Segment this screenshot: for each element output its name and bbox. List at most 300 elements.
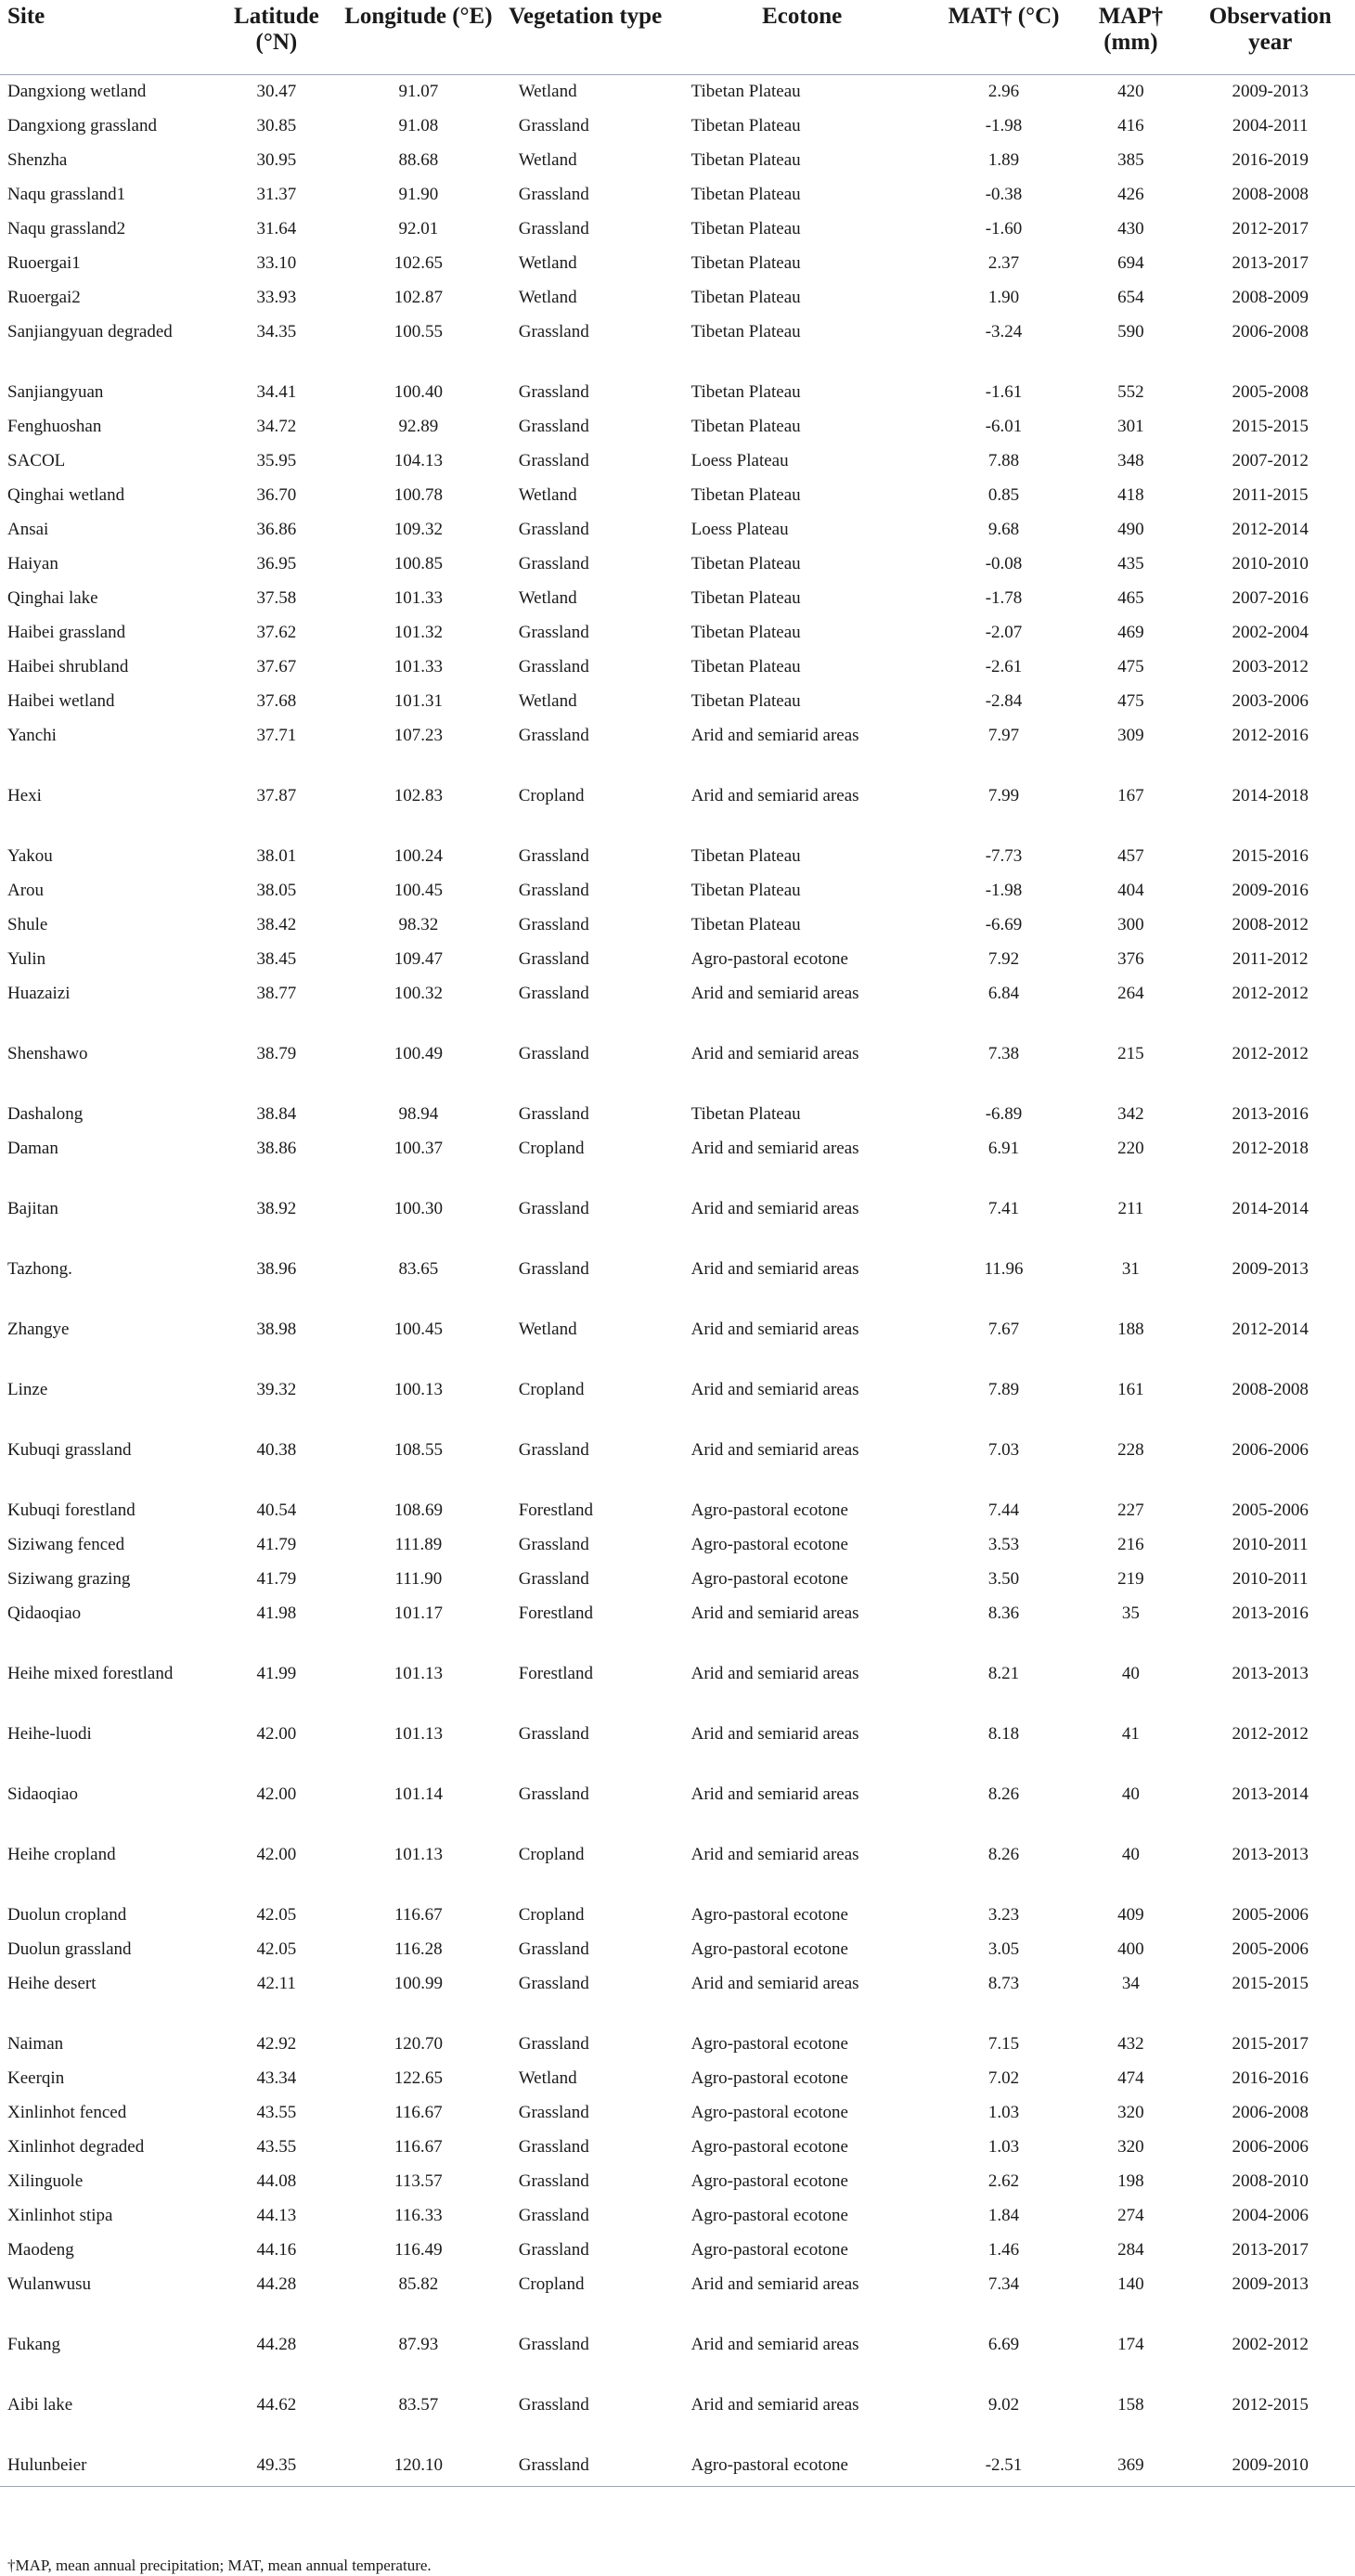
cell-latitude: 42.00 <box>256 1845 297 1864</box>
cell-vegetation-type: Grassland <box>518 2240 589 2260</box>
cell-ecotone: Agro-pastoral ecotone <box>690 2034 848 2054</box>
cell-observation-year: 2008-2009 <box>1232 288 1309 307</box>
cell-site: Tazhong. <box>7 1259 72 1279</box>
table-row <box>0 719 1355 779</box>
cell-map: 40 <box>1121 1784 1140 1804</box>
table-row <box>0 178 1355 213</box>
cell-mat: 2.96 <box>987 82 1020 101</box>
cell-vegetation-type: Grassland <box>518 915 589 934</box>
cell-latitude: 35.95 <box>256 451 297 470</box>
cell-observation-year: 2011-2015 <box>1232 485 1309 505</box>
table-row <box>0 1597 1355 1657</box>
cell-mat: 6.69 <box>987 2335 1020 2354</box>
cell-ecotone: Agro-pastoral ecotone <box>673 2449 932 2487</box>
cell-longitude: 100.40 <box>394 382 443 402</box>
cell-observation-year: 2013-2017 <box>1232 2240 1309 2260</box>
cell-latitude: 38.01 <box>256 846 297 866</box>
cell-map: 426 <box>1117 185 1144 204</box>
cell-site: Xinlinhot degraded <box>7 2137 145 2157</box>
cell-longitude: 83.57 <box>398 2395 439 2415</box>
cell-mat: 1.90 <box>987 288 1020 307</box>
cell-mat: 7.03 <box>987 1440 1020 1460</box>
cell-site: Maodeng <box>7 2240 74 2260</box>
cell-mat: 7.97 <box>987 726 1020 745</box>
table-row <box>0 513 1355 547</box>
cell-vegetation-type: Wetland <box>518 288 577 307</box>
cell-latitude: 42.92 <box>256 2034 297 2054</box>
cell-mat: 9.02 <box>987 2395 1020 2415</box>
cell-map: 158 <box>1117 2395 1144 2415</box>
table-row <box>0 2268 1355 2328</box>
cell-map: 475 <box>1117 691 1144 711</box>
cell-observation-year: 2009-2016 <box>1232 881 1309 900</box>
table-row <box>0 2062 1355 2096</box>
cell-site: Bajitan <box>7 1199 58 1218</box>
cell-site: Kubuqi forestland <box>7 1501 136 1520</box>
table-row <box>0 2449 1355 2487</box>
cell-ecotone: Loess Plateau <box>690 451 789 470</box>
cell-latitude: 44.62 <box>256 2395 297 2415</box>
table-row <box>0 1132 1355 1192</box>
cell-latitude: 40.54 <box>256 1501 297 1520</box>
cell-mat: -0.08 <box>985 554 1023 573</box>
cell-ecotone: Arid and semiarid areas <box>690 1604 859 1623</box>
cell-observation-year: 2006-2006 <box>1232 2137 1309 2157</box>
cell-longitude: 91.07 <box>398 82 439 101</box>
cell-vegetation-type: Grassland <box>518 219 589 238</box>
cell-mat: -2.61 <box>985 657 1023 676</box>
cell-observation-year: 2006-2008 <box>1232 322 1309 341</box>
table-row <box>0 840 1355 874</box>
table-row <box>0 144 1355 178</box>
table-row <box>0 616 1355 650</box>
cell-site: Heihe-luodi <box>7 1724 92 1744</box>
cell-mat: 3.05 <box>987 1939 1020 1959</box>
cell-map: 220 <box>1117 1139 1144 1158</box>
cell-mat: -2.51 <box>932 2449 1077 2487</box>
cell-site: Qinghai wetland <box>7 485 125 505</box>
cell-latitude: 41.79 <box>256 1569 297 1589</box>
table-row <box>0 2028 1355 2062</box>
cell-observation-year: 2012-2016 <box>1232 726 1309 745</box>
cell-ecotone: Tibetan Plateau <box>690 116 801 135</box>
cell-site: Fukang <box>7 2335 60 2354</box>
cell-ecotone: Tibetan Plateau <box>690 150 801 170</box>
cell-ecotone: Tibetan Plateau <box>690 185 801 204</box>
cell-map: 161 <box>1117 1380 1144 1399</box>
cell-observation-year: 2013-2013 <box>1232 1845 1309 1864</box>
cell-site: Naqu grassland1 <box>7 185 126 204</box>
cell-latitude: 42.05 <box>256 1939 297 1959</box>
cell-site: Duolun cropland <box>7 1905 127 1925</box>
cell-ecotone: Tibetan Plateau <box>690 485 801 505</box>
cell-site: Qinghai lake <box>7 588 98 608</box>
cell-mat: 7.15 <box>987 2034 1020 2054</box>
cell-ecotone: Tibetan Plateau <box>690 417 801 436</box>
table-header <box>0 0 1355 75</box>
cell-vegetation-type: Grassland <box>518 2206 589 2225</box>
table-row <box>0 1967 1355 2028</box>
cell-observation-year: 2006-2006 <box>1232 1440 1309 1460</box>
cell-longitude: 113.57 <box>394 2171 443 2191</box>
cell-site: Haiyan <box>7 554 58 573</box>
cell-mat: 7.88 <box>987 451 1020 470</box>
cell-longitude: 101.13 <box>394 1664 443 1683</box>
cell-map: 41 <box>1121 1724 1140 1744</box>
cell-mat: 2.62 <box>987 2171 1020 2191</box>
cell-site: Keerqin <box>7 2068 65 2088</box>
cell-vegetation-type: Grassland <box>518 185 589 204</box>
cell-observation-year: 2013-2016 <box>1232 1604 1309 1623</box>
table-row <box>0 1494 1355 1528</box>
cell-observation-year: 2005-2006 <box>1232 1905 1309 1925</box>
cell-map: 385 <box>1117 150 1144 170</box>
cell-vegetation-type: Grassland <box>518 1440 589 1460</box>
cell-map: 215 <box>1117 1044 1144 1063</box>
cell-map: 300 <box>1117 915 1144 934</box>
cell-ecotone: Arid and semiarid areas <box>690 1320 859 1339</box>
cell-longitude: 100.55 <box>394 322 443 341</box>
cell-map: 219 <box>1117 1569 1144 1589</box>
cell-site: Arou <box>7 881 45 900</box>
cell-observation-year: 2014-2018 <box>1232 786 1309 805</box>
cell-ecotone: Agro-pastoral ecotone <box>690 2171 848 2191</box>
cell-longitude: 101.33 <box>394 657 443 676</box>
cell-latitude: 42.00 <box>256 1784 297 1804</box>
cell-vegetation-type: Cropland <box>518 1845 585 1864</box>
table-row <box>0 1838 1355 1899</box>
cell-ecotone: Arid and semiarid areas <box>690 1380 859 1399</box>
cell-observation-year: 2005-2006 <box>1232 1501 1309 1520</box>
cell-vegetation-type: Wetland <box>518 2068 577 2088</box>
cell-vegetation-type: Grassland <box>518 382 589 402</box>
cell-ecotone: Arid and semiarid areas <box>690 1440 859 1460</box>
cell-ecotone: Tibetan Plateau <box>690 915 801 934</box>
cell-vegetation-type: Grassland <box>518 1569 589 1589</box>
cell-site: Siziwang fenced <box>7 1535 125 1554</box>
cell-ecotone: Tibetan Plateau <box>690 846 801 866</box>
cell-mat: -2.07 <box>985 623 1023 642</box>
cell-vegetation-type: Grassland <box>518 116 589 135</box>
header-longitude: Longitude (°E) <box>339 0 498 75</box>
header-map: MAP† (mm) <box>1076 0 1185 75</box>
cell-vegetation-type: Cropland <box>518 1139 585 1158</box>
cell-map: 320 <box>1117 2103 1144 2122</box>
table-row <box>0 1657 1355 1718</box>
cell-ecotone: Arid and semiarid areas <box>690 726 859 745</box>
cell-ecotone: Tibetan Plateau <box>690 554 801 573</box>
table-row <box>0 1037 1355 1098</box>
cell-longitude: 100.78 <box>394 485 443 505</box>
cell-map: 404 <box>1117 881 1144 900</box>
cell-observation-year: 2007-2016 <box>1232 588 1309 608</box>
cell-longitude: 100.24 <box>394 846 443 866</box>
cell-vegetation-type: Grassland <box>518 1535 589 1554</box>
cell-vegetation-type: Cropland <box>518 1905 585 1925</box>
cell-longitude: 116.67 <box>394 1905 443 1925</box>
cell-observation-year: 2012-2012 <box>1232 1044 1309 1063</box>
cell-map: 40 <box>1121 1845 1140 1864</box>
cell-longitude: 83.65 <box>398 1259 439 1279</box>
cell-vegetation-type: Grassland <box>518 623 589 642</box>
cell-latitude: 36.70 <box>256 485 297 505</box>
cell-vegetation-type: Grassland <box>518 417 589 436</box>
cell-mat: -1.78 <box>985 588 1023 608</box>
cell-latitude: 36.86 <box>256 520 297 539</box>
cell-ecotone: Arid and semiarid areas <box>690 1044 859 1063</box>
cell-site: Daman <box>7 1139 58 1158</box>
cell-ecotone: Tibetan Plateau <box>690 219 801 238</box>
table-row <box>0 247 1355 281</box>
cell-mat: -3.24 <box>985 322 1023 341</box>
cell-map: 409 <box>1117 1905 1144 1925</box>
cell-mat: 3.50 <box>987 1569 1020 1589</box>
cell-longitude: 116.67 <box>394 2103 443 2122</box>
cell-map: 198 <box>1117 2171 1144 2191</box>
table-row <box>0 779 1355 840</box>
cell-observation-year: 2009-2013 <box>1232 1259 1309 1279</box>
cell-vegetation-type: Grassland <box>518 322 589 341</box>
cell-site: Heihe desert <box>7 1974 97 1993</box>
cell-map: 694 <box>1117 253 1144 273</box>
cell-site: Zhangye <box>7 1320 70 1339</box>
table-row <box>0 2131 1355 2165</box>
cell-site: Duolun grassland <box>7 1939 132 1959</box>
cell-mat: -7.73 <box>985 846 1023 866</box>
cell-longitude: 120.70 <box>394 2034 443 2054</box>
table-row <box>0 1778 1355 1838</box>
cell-ecotone: Arid and semiarid areas <box>690 1199 859 1218</box>
cell-site: Yanchi <box>7 726 57 745</box>
cell-map: 418 <box>1117 485 1144 505</box>
cell-map: 167 <box>1117 786 1144 805</box>
cell-longitude: 120.10 <box>339 2449 498 2487</box>
cell-map: 227 <box>1117 1501 1144 1520</box>
cell-mat: 9.68 <box>987 520 1020 539</box>
cell-longitude: 111.90 <box>394 1569 443 1589</box>
cell-ecotone: Agro-pastoral ecotone <box>690 1535 848 1554</box>
cell-latitude: 38.42 <box>256 915 297 934</box>
cell-site: Haibei shrubland <box>7 657 129 676</box>
cell-longitude: 116.28 <box>394 1939 443 1959</box>
cell-observation-year: 2012-2015 <box>1232 2395 1309 2415</box>
cell-latitude: 42.00 <box>256 1724 297 1744</box>
cell-vegetation-type: Grassland <box>518 1044 589 1063</box>
cell-latitude: 38.79 <box>256 1044 297 1063</box>
cell-map: 188 <box>1117 1320 1144 1339</box>
cell-observation-year: 2016-2016 <box>1232 2068 1309 2088</box>
cell-site: Heihe mixed forestland <box>7 1664 174 1683</box>
cell-observation-year: 2011-2012 <box>1232 949 1309 969</box>
cell-vegetation-type: Cropland <box>518 2274 585 2294</box>
header-site: Site <box>0 0 214 75</box>
cell-ecotone: Tibetan Plateau <box>690 82 801 101</box>
cell-mat: 1.89 <box>987 150 1020 170</box>
cell-mat: -1.60 <box>985 219 1023 238</box>
cell-longitude: 108.55 <box>394 1440 443 1460</box>
cell-vegetation-type: Wetland <box>518 82 577 101</box>
cell-longitude: 92.01 <box>398 219 439 238</box>
cell-longitude: 88.68 <box>398 150 439 170</box>
table-row <box>0 1098 1355 1132</box>
cell-longitude: 100.13 <box>394 1380 443 1399</box>
cell-ecotone: Tibetan Plateau <box>690 623 801 642</box>
cell-latitude: 33.10 <box>256 253 297 273</box>
cell-ecotone: Agro-pastoral ecotone <box>690 2103 848 2122</box>
cell-latitude: 41.99 <box>256 1664 297 1683</box>
cell-vegetation-type: Grassland <box>518 2171 589 2191</box>
cell-site: Dangxiong grassland <box>7 116 157 135</box>
cell-vegetation-type: Grassland <box>518 2034 589 2054</box>
cell-observation-year: 2003-2012 <box>1232 657 1309 676</box>
cell-ecotone: Tibetan Plateau <box>690 881 801 900</box>
cell-mat: 7.92 <box>987 949 1020 969</box>
cell-vegetation-type: Grassland <box>518 520 589 539</box>
cell-longitude: 92.89 <box>398 417 439 436</box>
cell-site: Hexi <box>7 786 42 805</box>
cell-site: Linze <box>7 1380 48 1399</box>
cell-map: 31 <box>1121 1259 1140 1279</box>
cell-mat: 1.03 <box>987 2137 1020 2157</box>
cell-observation-year: 2006-2008 <box>1232 2103 1309 2122</box>
cell-latitude: 30.47 <box>256 82 297 101</box>
cell-ecotone: Agro-pastoral ecotone <box>690 2206 848 2225</box>
cell-vegetation-type: Wetland <box>518 691 577 711</box>
cell-longitude: 109.47 <box>394 949 443 969</box>
cell-longitude: 102.87 <box>394 288 443 307</box>
cell-latitude: 34.41 <box>256 382 297 402</box>
cell-vegetation-type: Forestland <box>518 1604 593 1623</box>
cell-latitude: 37.71 <box>256 726 297 745</box>
table-row <box>0 1933 1355 1967</box>
cell-observation-year: 2015-2015 <box>1232 417 1309 436</box>
cell-site: Ruoergai1 <box>7 253 81 273</box>
cell-vegetation-type: Cropland <box>518 786 585 805</box>
cell-vegetation-type: Wetland <box>518 588 577 608</box>
cell-ecotone: Arid and semiarid areas <box>690 1724 859 1744</box>
cell-ecotone: Tibetan Plateau <box>690 253 801 273</box>
cell-map: 264 <box>1117 984 1144 1003</box>
table-row <box>0 213 1355 247</box>
cell-site: Kubuqi grassland <box>7 1440 132 1460</box>
cell-mat: -1.98 <box>985 116 1023 135</box>
table-footnote: †MAP, mean annual precipitation; MAT, mean annual temperature. <box>7 2557 432 2574</box>
cell-latitude: 38.86 <box>256 1139 297 1158</box>
cell-site: Hulunbeier <box>0 2449 214 2487</box>
cell-ecotone: Tibetan Plateau <box>690 588 801 608</box>
cell-longitude: 101.17 <box>394 1604 443 1623</box>
cell-observation-year: 2003-2006 <box>1232 691 1309 711</box>
cell-site: Haibei wetland <box>7 691 115 711</box>
cell-observation-year: 2015-2016 <box>1232 846 1309 866</box>
cell-map: 435 <box>1117 554 1144 573</box>
cell-observation-year: 2009-2013 <box>1232 2274 1309 2294</box>
cell-latitude: 38.05 <box>256 881 297 900</box>
cell-ecotone: Agro-pastoral ecotone <box>690 2137 848 2157</box>
cell-latitude: 37.67 <box>256 657 297 676</box>
cell-site: Yakou <box>7 846 53 866</box>
cell-observation-year: 2010-2010 <box>1232 554 1309 573</box>
table-row <box>0 874 1355 908</box>
cell-latitude: 37.62 <box>256 623 297 642</box>
cell-site: Naiman <box>7 2034 64 2054</box>
cell-ecotone: Agro-pastoral ecotone <box>690 1905 848 1925</box>
cell-latitude: 42.05 <box>256 1905 297 1925</box>
cell-longitude: 100.32 <box>394 984 443 1003</box>
cell-ecotone: Arid and semiarid areas <box>690 786 859 805</box>
cell-vegetation-type: Cropland <box>518 1380 585 1399</box>
cell-map: 228 <box>1117 1440 1144 1460</box>
table-row <box>0 943 1355 977</box>
table-row <box>0 2234 1355 2268</box>
table-row <box>0 685 1355 719</box>
cell-map: 590 <box>1117 322 1144 341</box>
cell-vegetation-type: Grassland <box>518 1974 589 1993</box>
cell-latitude: 30.85 <box>256 116 297 135</box>
cell-latitude: 44.28 <box>256 2274 297 2294</box>
table-row <box>0 1253 1355 1313</box>
cell-observation-year: 2008-2012 <box>1232 915 1309 934</box>
cell-ecotone: Arid and semiarid areas <box>690 1664 859 1683</box>
cell-latitude: 43.55 <box>256 2103 297 2122</box>
cell-mat: 6.91 <box>987 1139 1020 1158</box>
cell-longitude: 116.67 <box>394 2137 443 2157</box>
cell-latitude: 34.72 <box>256 417 297 436</box>
cell-mat: 1.46 <box>987 2240 1020 2260</box>
cell-mat: 7.99 <box>987 786 1020 805</box>
cell-latitude: 31.37 <box>256 185 297 204</box>
cell-map: 490 <box>1117 520 1144 539</box>
cell-longitude: 98.32 <box>398 915 439 934</box>
table-row <box>0 1899 1355 1933</box>
cell-vegetation-type: Grassland <box>518 2103 589 2122</box>
cell-observation-year: 2004-2006 <box>1232 2206 1309 2225</box>
cell-site: Shenzha <box>7 150 68 170</box>
cell-mat: 7.02 <box>987 2068 1020 2088</box>
cell-latitude: 37.68 <box>256 691 297 711</box>
cell-longitude: 100.45 <box>394 1320 443 1339</box>
cell-latitude: 34.35 <box>256 322 297 341</box>
cell-latitude: 36.95 <box>256 554 297 573</box>
cell-longitude: 116.49 <box>394 2240 443 2260</box>
cell-mat: -0.38 <box>985 185 1023 204</box>
cell-vegetation-type: Grassland <box>518 726 589 745</box>
cell-latitude: 43.55 <box>256 2137 297 2157</box>
cell-observation-year: 2012-2012 <box>1232 1724 1309 1744</box>
table-row <box>0 2096 1355 2131</box>
cell-mat: 3.53 <box>987 1535 1020 1554</box>
cell-vegetation-type: Grassland <box>518 846 589 866</box>
cell-ecotone: Agro-pastoral ecotone <box>690 2240 848 2260</box>
cell-latitude: 42.11 <box>256 1974 296 1993</box>
cell-map: 430 <box>1117 219 1144 238</box>
cell-vegetation-type: Grassland <box>518 657 589 676</box>
table-row <box>0 547 1355 582</box>
cell-site: Sanjiangyuan <box>7 382 104 402</box>
cell-ecotone: Agro-pastoral ecotone <box>690 2068 848 2088</box>
cell-longitude: 98.94 <box>398 1104 439 1124</box>
cell-observation-year: 2007-2012 <box>1232 451 1309 470</box>
cell-map: 348 <box>1117 451 1144 470</box>
cell-latitude: 38.96 <box>256 1259 297 1279</box>
cell-latitude: 44.13 <box>256 2206 297 2225</box>
cell-longitude: 122.65 <box>394 2068 443 2088</box>
cell-mat: 8.26 <box>987 1784 1020 1804</box>
cell-mat: 7.34 <box>987 2274 1020 2294</box>
cell-mat: -2.84 <box>985 691 1023 711</box>
table-row <box>0 2199 1355 2234</box>
cell-mat: 1.03 <box>987 2103 1020 2122</box>
